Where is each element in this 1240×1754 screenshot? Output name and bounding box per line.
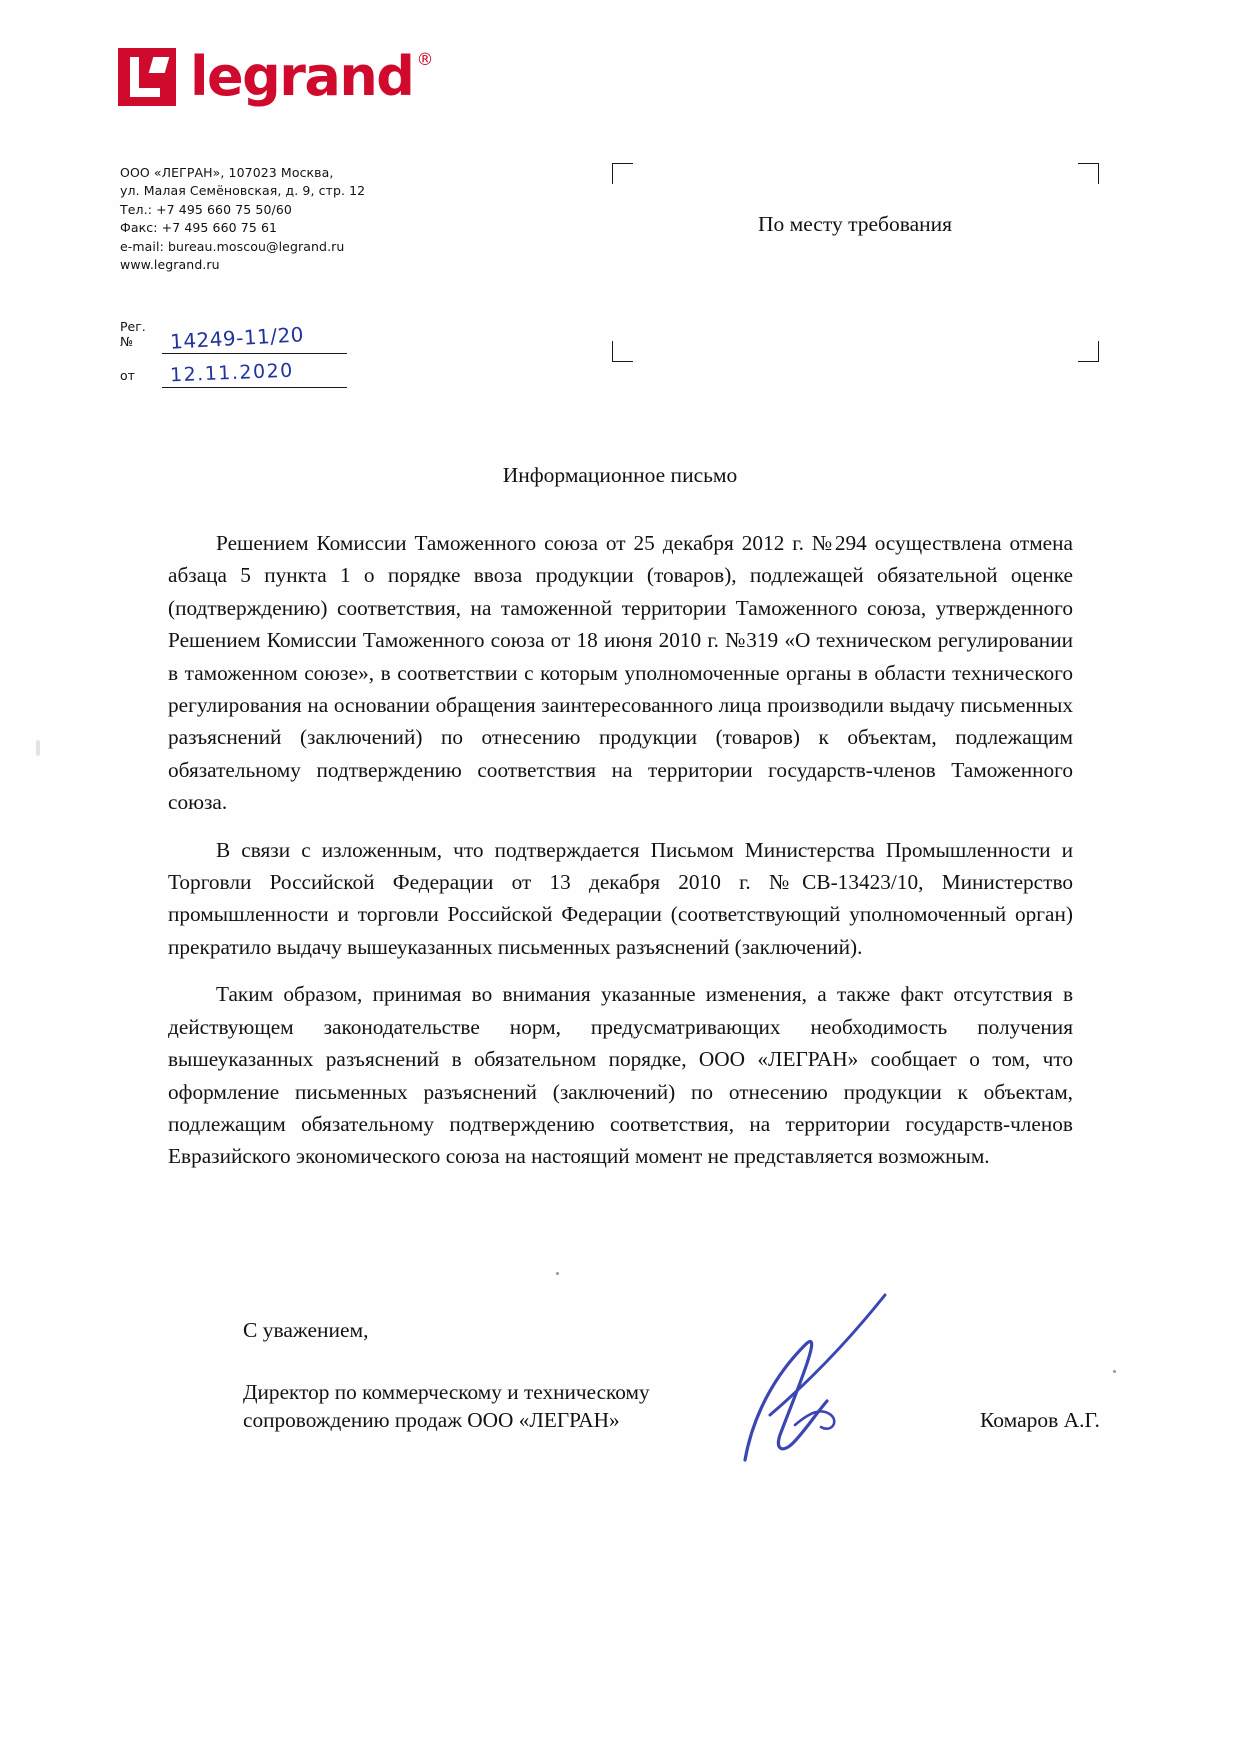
signatory-role (243, 1378, 743, 1434)
sender-email: e-mail: bureau.moscou@legrand.ru (120, 238, 345, 254)
legrand-wordmark: legrand (190, 45, 414, 108)
paragraph-3: Таким образом, принимая во внимания указанные изменения, а также факт отсутствия в действующем законодательстве норм, предусматривающих необходимость получения вышеуказанных разъяснений в обязательном порядке, ООО «ЛЕГРАН» сообщает о том, что оформление письменных разъяснений (заключений) по отнесению продукции к объектам, подлежащим обязательному подтверждению соответствия, на территории государств-членов Евразийского экономического союза на настоящий момент не представляется возможным. (168, 982, 1073, 1169)
paragraph-1: Решением Комиссии Таможенного союза от 25 декабря 2012 г. №294 осуществлена отмена абзаца 5 пункта 1 о порядке ввоза продукции (товаров), подлежащей обязательной оценке (подтверждению) соответствия, на таможенной территории Таможенного союза, утвержденного Решением Комиссии Таможенного союза от 18 июня 2010 г. №319 «О техническом регулировании в таможенном союзе», в соответствии с которым уполномоченные органы в области технического регулирования на основании обращения заинтересованного лица производили выдачу письменных разъяснений (заключений) по отнесению продукции (товаров) к объектам, подлежащим обязательному подтверждению соответствия на территории государств-членов Таможенного союза. (168, 531, 1073, 815)
paragraph-2: В связи с изложенным, что подтверждается Письмом Министерства Промышленности и Торговли Российской Федерации от 13 декабря 2010 г. №СВ-13423/10, Министерство промышленности и торговли Российской Федерации (соответствующий уполномоченный орган) прекратило выдачу вышеуказанных письменных разъяснений (заключений). (168, 837, 1073, 959)
scan-speck (556, 1272, 559, 1275)
signatory-role-line2: сопровождению продаж ООО «ЛЕГРАН» (243, 1408, 620, 1432)
registration-number-label: Рег. № (120, 319, 146, 349)
signatory-name: Комаров А.Г. (980, 1408, 1100, 1432)
addressee-frame-corner-bottom-right (1078, 341, 1099, 362)
registration-date-row (120, 354, 347, 388)
addressee-frame-corner-top-left (612, 163, 633, 184)
registration-number-field[interactable] (162, 323, 347, 354)
registration-number-handwriting: 14249-11/20 (169, 322, 305, 354)
document-title: Информационное письмо (502, 463, 738, 487)
document-body (168, 527, 1073, 1188)
registration-date-field[interactable] (162, 357, 347, 388)
sender-fax: Факс: +7 495 660 75 61 (120, 220, 278, 236)
sender-company: ООО «ЛЕГРАН», 107023 Москва, (120, 165, 334, 180)
scan-edge-artifact (36, 740, 40, 756)
handwritten-signature-icon (735, 1275, 995, 1475)
scan-speck (1113, 1370, 1116, 1373)
signature-greeting: С уважением, (243, 1318, 369, 1342)
addressee-text: По месту требования (757, 212, 953, 236)
sender-phone: Тел.: +7 495 660 75 50/60 (120, 201, 292, 217)
addressee-frame-corner-bottom-left (612, 341, 633, 362)
sender-block (120, 164, 365, 274)
addressee-frame-corner-top-right (1078, 163, 1099, 184)
legrand-mark-icon (118, 48, 176, 106)
signatory-role-line1: Директор по коммерческому и техническому (243, 1380, 650, 1404)
registered-trademark-icon: ® (416, 50, 434, 70)
legrand-logo (118, 45, 434, 108)
registration-date-label: от (120, 368, 135, 383)
registration-block (120, 320, 347, 388)
registration-number-row (120, 320, 347, 354)
sender-website: www.legrand.ru (120, 257, 220, 273)
sender-street: ул. Малая Семёновская, д. 9, стр. 12 (120, 183, 366, 199)
registration-date-handwriting: 12.11.2020 (169, 359, 295, 387)
